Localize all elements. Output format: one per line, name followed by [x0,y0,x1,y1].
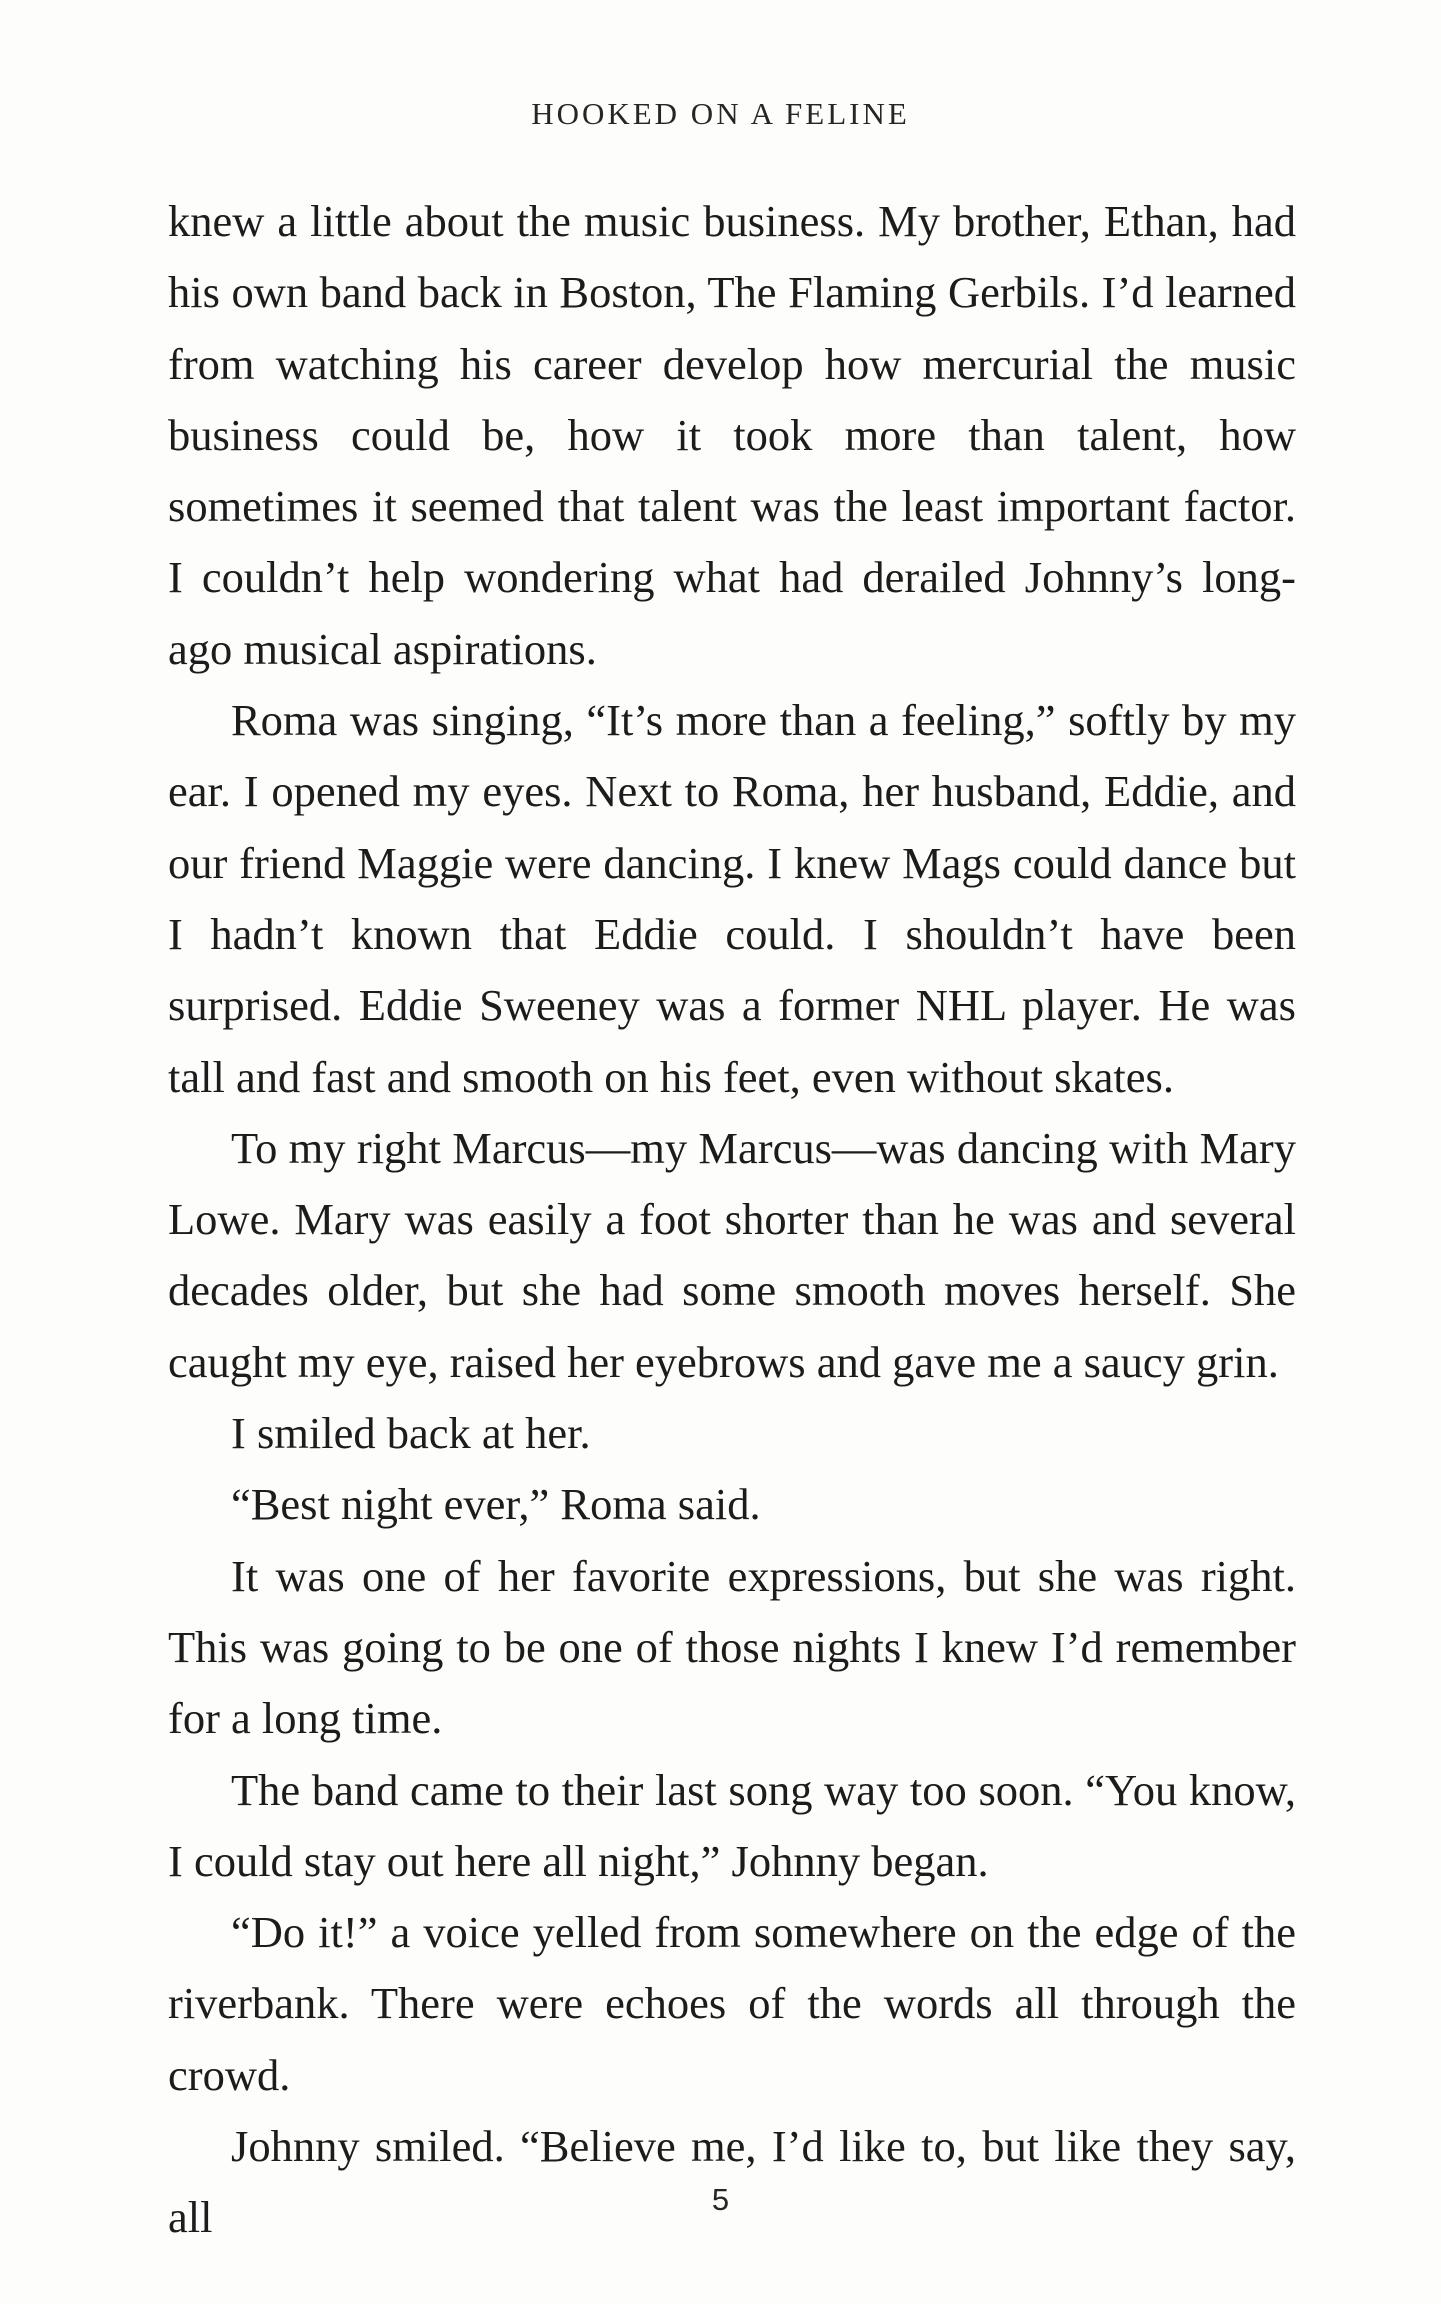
paragraph: The band came to their last song way too soon. “You know, I could stay out here all night,” Johnny began. [168,1764,1296,1886]
paragraph: It was one of her favorite expressions, but she was right. This was going to be one of those nights I knew I’d remember for a long time. [168,1550,1296,1744]
paragraph: Roma was singing, “It’s more than a feeling,” softly by my ear. I opened my eyes. Next to Roma, her husband, Eddie, and our friend Maggie were dancing. I knew Mags could dance but I hadn’t known that Eddie could. I shouldn’t have been surprised. Eddie Sweeney was a former NHL player. He was tall and fast and smooth on his feet, even without skates. [168,695,1296,1102]
paragraph: “Do it!” a voice yelled from somewhere on the edge of the riverbank. There were echoes of the words all through the crowd. [168,1907,1296,2100]
paragraph: I smiled back at her. [231,1408,591,1459]
paragraph: knew a little about the music business. My brother, Ethan, had his own band back in Boston, The Flaming Gerbils. I’d learned from watching his career develop how mercurial the music business could be, how it took more than talent, how sometimes it seemed that talent was the least important factor. I couldn’t help wondering what had derailed Johnny’s long-ago musical aspirations. [168,196,1296,674]
running-head: HOOKED ON A FELINE [531,96,910,131]
body-text [168,186,1296,2254]
page-number: 5 [711,2182,730,2217]
paragraph: To my right Marcus—my Marcus—was dancing with Mary Lowe. Mary was easily a foot shorter than he was and several decades older, but she had some smooth moves herself. She caught my eye, raised her eyebrows and gave me a saucy grin. [168,1122,1296,1387]
paragraph: “Best night ever,” Roma said. [231,1479,761,1530]
paragraph: Johnny smiled. “Believe me, I’d like to, but like they say, all [168,2121,1296,2243]
